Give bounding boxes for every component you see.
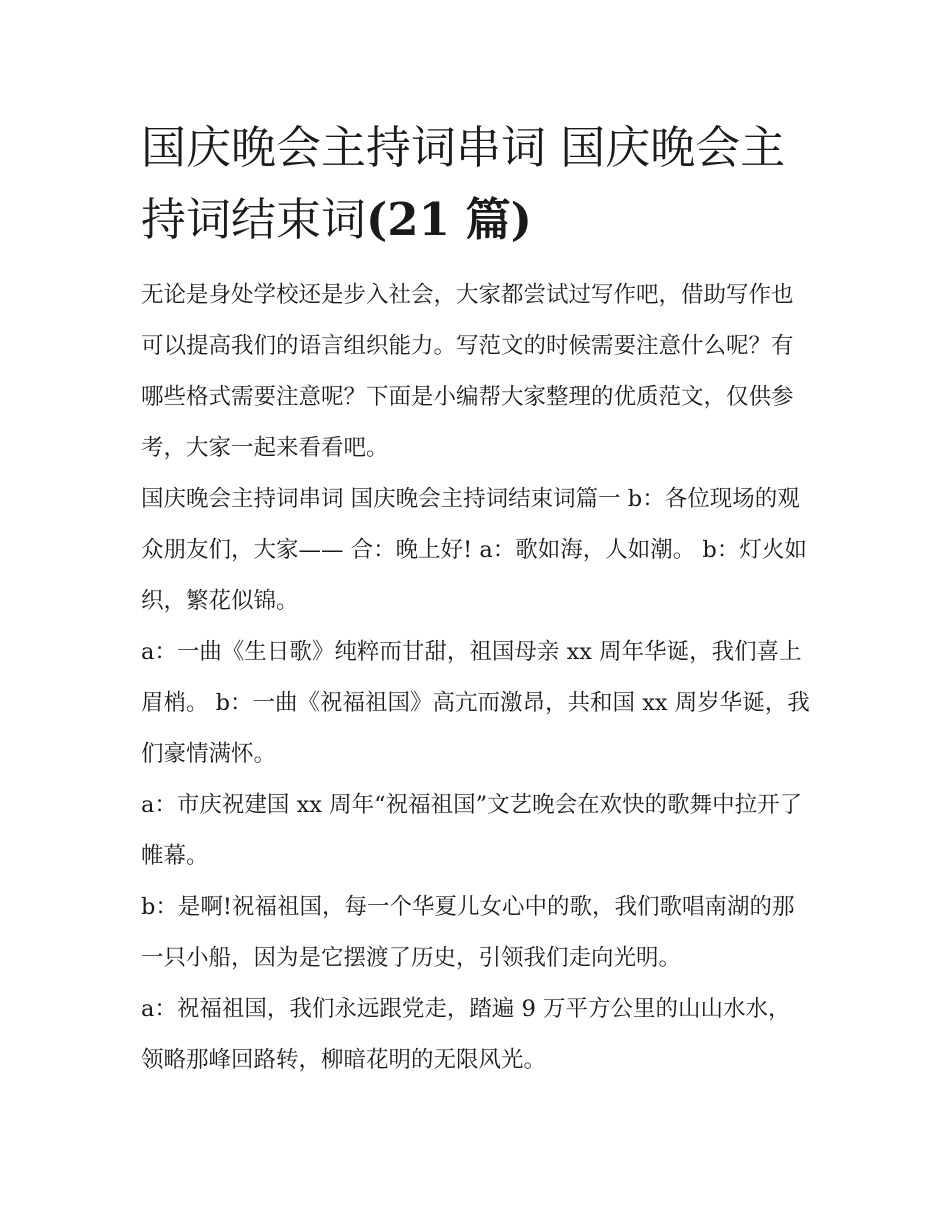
document-page <box>141 112 813 1086</box>
body-paragraph: a：市庆祝建国 xx 周年“祝福祖国”文艺晚会在欢快的歌舞中拉开了帷幕。 <box>141 792 803 869</box>
title-count-text: (21 篇) <box>366 193 532 246</box>
title-main-text: 国庆晚会主持词串词 国庆晚会主持词结束词 <box>141 121 786 246</box>
body-paragraph: b：是啊!祝福祖国，每一个华夏儿女心中的歌，我们歌唱南湖的那一只小船，因为是它摆渡了历史，引领我们走向光明。 <box>141 894 795 971</box>
body-paragraph: 国庆晚会主持词串词 国庆晚会主持词结束词篇一 b：各位现场的观众朋友们，大家—— 合：晚上好! a：歌如海，人如潮。 b：灯火如织，繁花似锦。 <box>141 486 807 614</box>
body-paragraph: a：一曲《生日歌》纯粹而甘甜，祖国母亲 xx 周年华诞，我们喜上眉梢。 b：一曲《祝福祖国》高亢而激昂，共和国 xx 周岁华诞，我们豪情满怀。 <box>141 639 810 767</box>
intro-paragraph: 无论是身处学校还是步入社会，大家都尝试过写作吧，借助写作也可以提高我们的语言组织能力。写范文的时候需要注意什么呢？有哪些格式需要注意呢？下面是小编帮大家整理的优质范文，仅供参考，大家一起来看看吧。 <box>141 282 794 461</box>
body-paragraph: a：祝福祖国，我们永远跟党走，踏遍 9 万平方公里的山山水水，领略那峰回路转，柳暗花明的无限风光。 <box>141 996 791 1073</box>
document-title <box>141 112 813 256</box>
